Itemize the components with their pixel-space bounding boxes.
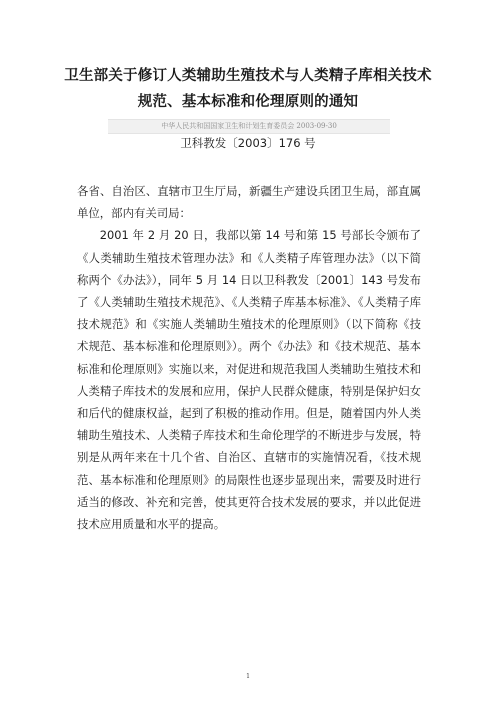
document-title — [60, 63, 436, 115]
source-date-bar: 中华人民共和国国家卫生和计划生育委员会 2003-09-30 — [108, 119, 390, 134]
page-number: 1 — [246, 673, 250, 680]
title-line-1: 卫生部关于修订人类辅助生殖技术与人类精子库相关技术 — [64, 68, 432, 84]
document-number: 卫科教发〔2003〕176 号 — [180, 136, 316, 150]
salutation: 各省、自治区、直辖市卫生厅局，新疆生产建设兵团卫生局，部直属单位，部内有关司局： — [77, 184, 421, 221]
paragraph-1: 2001 年 2 月 20 日，我部以第 14 号和第 15 号部长令颁布了《人类辅助生殖技术管理办法》和《人类精子库管理办法》（以下简称两个《办法》），同年 5 月 14 日以卫科教发〔2001〕143 号发布了《人类辅助生殖技术规范》、《人类精子库基本标准》、《人类精子库技术规范》和《实施人类辅助生殖技术的伦理原则》（以下简称《技术规范、基本标准和伦理原则》）。两个《办法》和《技术规范、基本标准和伦理原则》实施以来，对促进和规范我国人类辅助生殖技术和人类精子库技术的发展和应用，保护人民群众健康，特别是保护妇女和后代的健康权益，起到了积极的推动作用。但是，随着国内外人类辅助生殖技术、人类精子库技术和生命伦理学的不断进步与发展，特别是从两年来在十几个省、自治区、直辖市的实施情况看，《技术规范、基本标准和伦理原则》的局限性也逐步显现出来，需要及时进行适当的修改、补充和完善，使其更符合技术发展的要求，并以此促进技术应用质量和水平的提高。 — [77, 228, 421, 532]
title-line-2: 规范、基本标准和伦理原则的通知 — [137, 94, 359, 110]
document-body — [77, 180, 421, 535]
